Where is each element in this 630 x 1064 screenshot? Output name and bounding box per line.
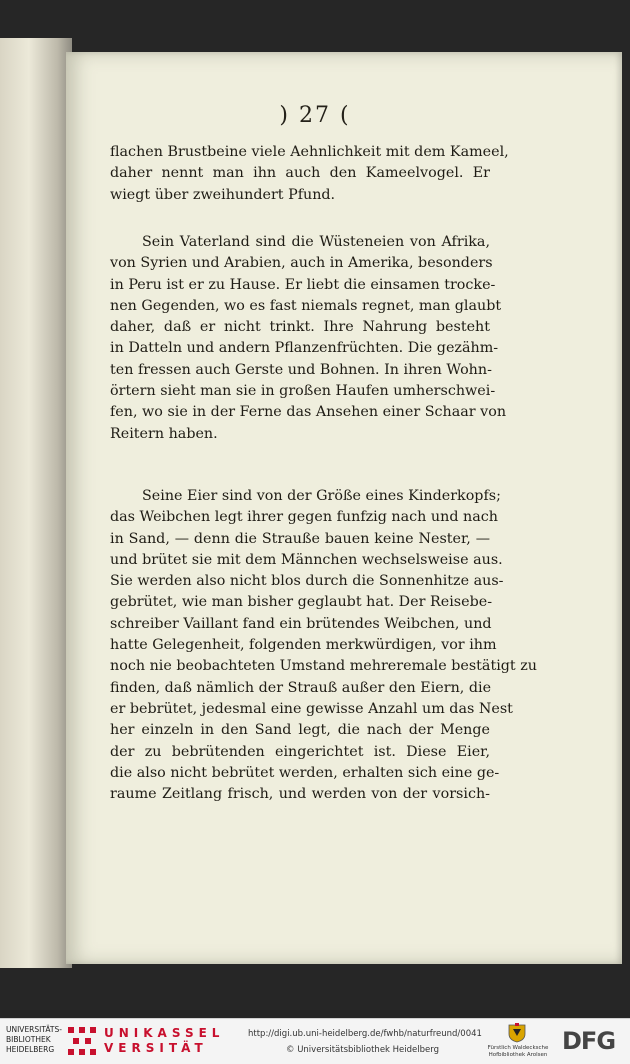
text-line: er bebrütet, jedesmal eine gewisse Anzahl um das Nest xyxy=(110,700,513,717)
text-line: gebrütet, wie man bisher geglaubt hat. Der Reisebe- xyxy=(110,594,493,611)
uni-kassel-line: VERSITÄT xyxy=(104,1041,208,1055)
text-line: die also nicht bebrütet werden, erhalten sich eine ge- xyxy=(110,764,500,781)
waldeck-line: Hofbibliothek Arolsen xyxy=(488,1052,548,1058)
text-line: das Weibchen legt ihrer gegen funfzig nach und nach xyxy=(110,509,498,526)
uni-kassel-line: UNIKASSEL xyxy=(104,1026,225,1040)
uni-kassel-logo[interactable] xyxy=(104,1026,224,1056)
footer-bar xyxy=(0,1018,630,1064)
text-line: Seine Eier sind von der Größe eines Kinderkopfs; xyxy=(142,488,501,504)
paragraph xyxy=(110,486,537,805)
uni-heidelberg-logo[interactable] xyxy=(6,1025,64,1057)
waldeck-library-logo[interactable] xyxy=(478,1045,558,1059)
text-line: ten fressen auch Gerste und Bohnen. In ihren Wohn- xyxy=(110,361,492,378)
text-line: in Peru ist er zu Hause. Er liebt die einsamen trocke- xyxy=(110,276,496,293)
waldeck-crest-icon xyxy=(508,1023,526,1043)
uni-heidelberg-line: HEIDELBERG xyxy=(6,1045,55,1054)
text-line: in Datteln und andern Pflanzenfrüchten. Die gezähm- xyxy=(110,340,499,357)
text-line: Sie werden also nicht blos durch die Sonnenhitze aus- xyxy=(110,573,504,590)
text-line: der zu bebrütenden eingerichtet ist. Diese Eier, xyxy=(110,743,490,760)
text-line: daher, daß er nicht trinkt. Ihre Nahrung besteht xyxy=(110,319,490,336)
copyright-notice: © Universitätsbibliothek Heidelberg xyxy=(286,1045,440,1055)
paragraph xyxy=(110,232,507,445)
text-line: noch nie beobachteten Umstand mehreremale bestätigt zu xyxy=(110,658,537,675)
text-line: nen Gegenden, wo es fast niemals regnet, man glaubt xyxy=(110,297,502,314)
uni-kassel-emblem-icon xyxy=(66,1025,98,1057)
text-line: hatte Gelegenheit, folgenden merkwürdigen, vor ihm xyxy=(110,637,497,654)
text-line: Sein Vaterland sind die Wüsteneien von Afrika, xyxy=(142,234,490,250)
uni-heidelberg-line: BIBLIOTHEK xyxy=(6,1035,51,1044)
book-page-edge xyxy=(0,38,72,968)
source-url-link[interactable]: http://digi.ub.uni-heidelberg.de/fwhb/naturfreund/0041 xyxy=(248,1029,482,1039)
text-line: wiegt über zweihundert Pfund. xyxy=(110,186,336,203)
text-line: Reitern haben. xyxy=(110,425,218,442)
text-line: örtern sieht man sie in großen Haufen umherschwei- xyxy=(110,383,496,400)
uni-heidelberg-line: UNIVERSITÄTS- xyxy=(6,1025,62,1034)
text-line: daher nennt man ihn auch den Kameelvogel. Er xyxy=(110,165,490,182)
text-line: her einzeln in den Sand legt, die nach der Menge xyxy=(110,722,490,739)
text-line: finden, daß nämlich der Strauß außer den Eiern, die xyxy=(110,679,492,696)
text-line: von Syrien und Arabien, auch in Amerika, besonders xyxy=(110,255,493,272)
page-number: ) 27 ( xyxy=(279,103,351,128)
text-line: und brütet sie mit dem Männchen wechselsweise aus. xyxy=(110,551,503,568)
paragraph xyxy=(110,142,509,206)
text-line: flachen Brustbeine viele Aehnlichkeit mit dem Kameel, xyxy=(110,144,509,160)
text-line: fen, wo sie in der Ferne das Ansehen einer Schaar von xyxy=(110,404,507,421)
text-line: schreiber Vaillant fand ein brütendes Weibchen, und xyxy=(110,615,492,632)
text-line: raume Zeitlang frisch, und werden von der vorsich- xyxy=(110,786,490,803)
text-line: in Sand, — denn die Strauße bauen keine Nester, — xyxy=(110,530,490,547)
waldeck-line: Fürstlich Waldecksche xyxy=(487,1045,549,1051)
dfg-logo[interactable]: DFG xyxy=(562,1027,616,1055)
